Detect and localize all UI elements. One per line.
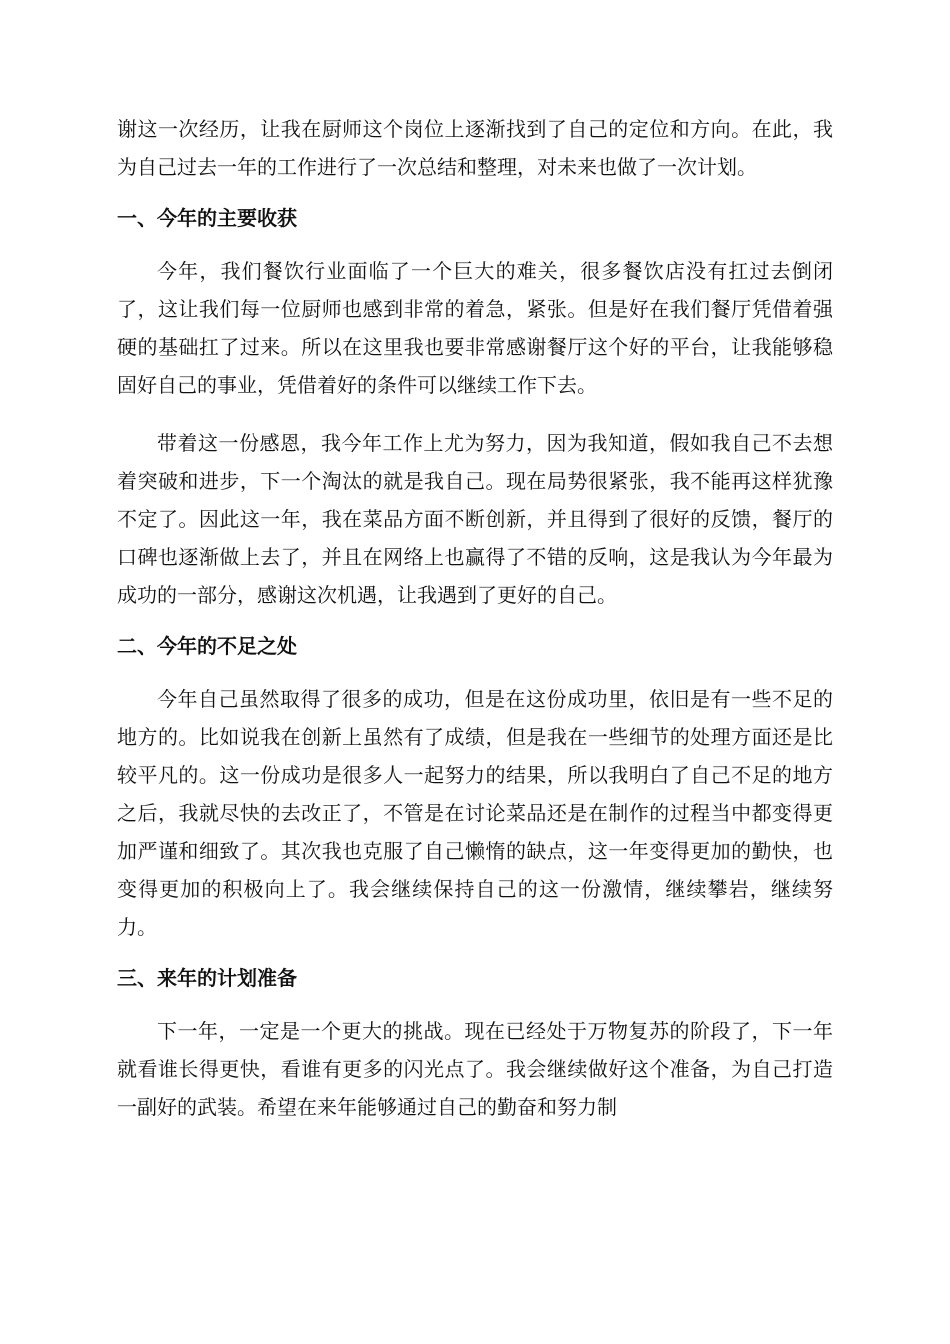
section-heading-shortcomings: 二、今年的不足之处 [117, 634, 297, 658]
harvest-paragraph-1: 今年，我们餐饮行业面临了一个巨大的难关，很多餐饮店没有扛过去倒闭了，这让我们每一位厨师也感到非常的着急，紧张。但是好在我们餐厅凭借着强硬的基础扛了过来。所以在这里我也要非常感谢餐厅这个好的平台，让我能够稳固好自己的事业，凭借着好的条件可以继续工作下去。 [117, 259, 833, 397]
document-body [117, 110, 833, 1126]
section-heading-plan: 三、来年的计划准备 [117, 966, 297, 990]
harvest-paragraph-2: 带着这一份感恩，我今年工作上尤为努力，因为我知道，假如我自己不去想着突破和进步，下一个淘汰的就是我自己。现在局势很紧张，我不能再这样犹豫不定了。因此这一年，我在菜品方面不断创新，并且得到了很好的反馈，餐厅的口碑也逐渐做上去了，并且在网络上也赢得了不错的反响，这是我认为今年最为成功的一部分，感谢这次机遇，让我遇到了更好的自己。 [117, 431, 833, 607]
plan-paragraph: 下一年，一定是一个更大的挑战。现在已经处于万物复苏的阶段了，下一年就看谁长得更快，看谁有更多的闪光点了。我会继续做好这个准备，为自己打造一副好的武装。希望在来年能够通过自己的勤奋和努力制 [117, 1019, 833, 1119]
shortcomings-paragraph: 今年自己虽然取得了很多的成功，但是在这份成功里，依旧是有一些不足的地方的。比如说我在创新上虽然有了成绩，但是我在一些细节的处理方面还是比较平凡的。这一份成功是很多人一起努力的结果，所以我明白了自己不足的地方之后，我就尽快的去改正了，不管是在讨论菜品还是在制作的过程当中都变得更加严谨和细致了。其次我也克服了自己懒惰的缺点，这一年变得更加的勤快，也变得更加的积极向上了。我会继续保持自己的这一份激情，继续攀岩，继续努力。 [117, 687, 833, 939]
intro-paragraph: 谢这一次经历，让我在厨师这个岗位上逐渐找到了自己的定位和方向。在此，我为自己过去一年的工作进行了一次总结和整理，对未来也做了一次计划。 [117, 117, 833, 179]
section-heading-harvest: 一、今年的主要收获 [117, 206, 297, 230]
